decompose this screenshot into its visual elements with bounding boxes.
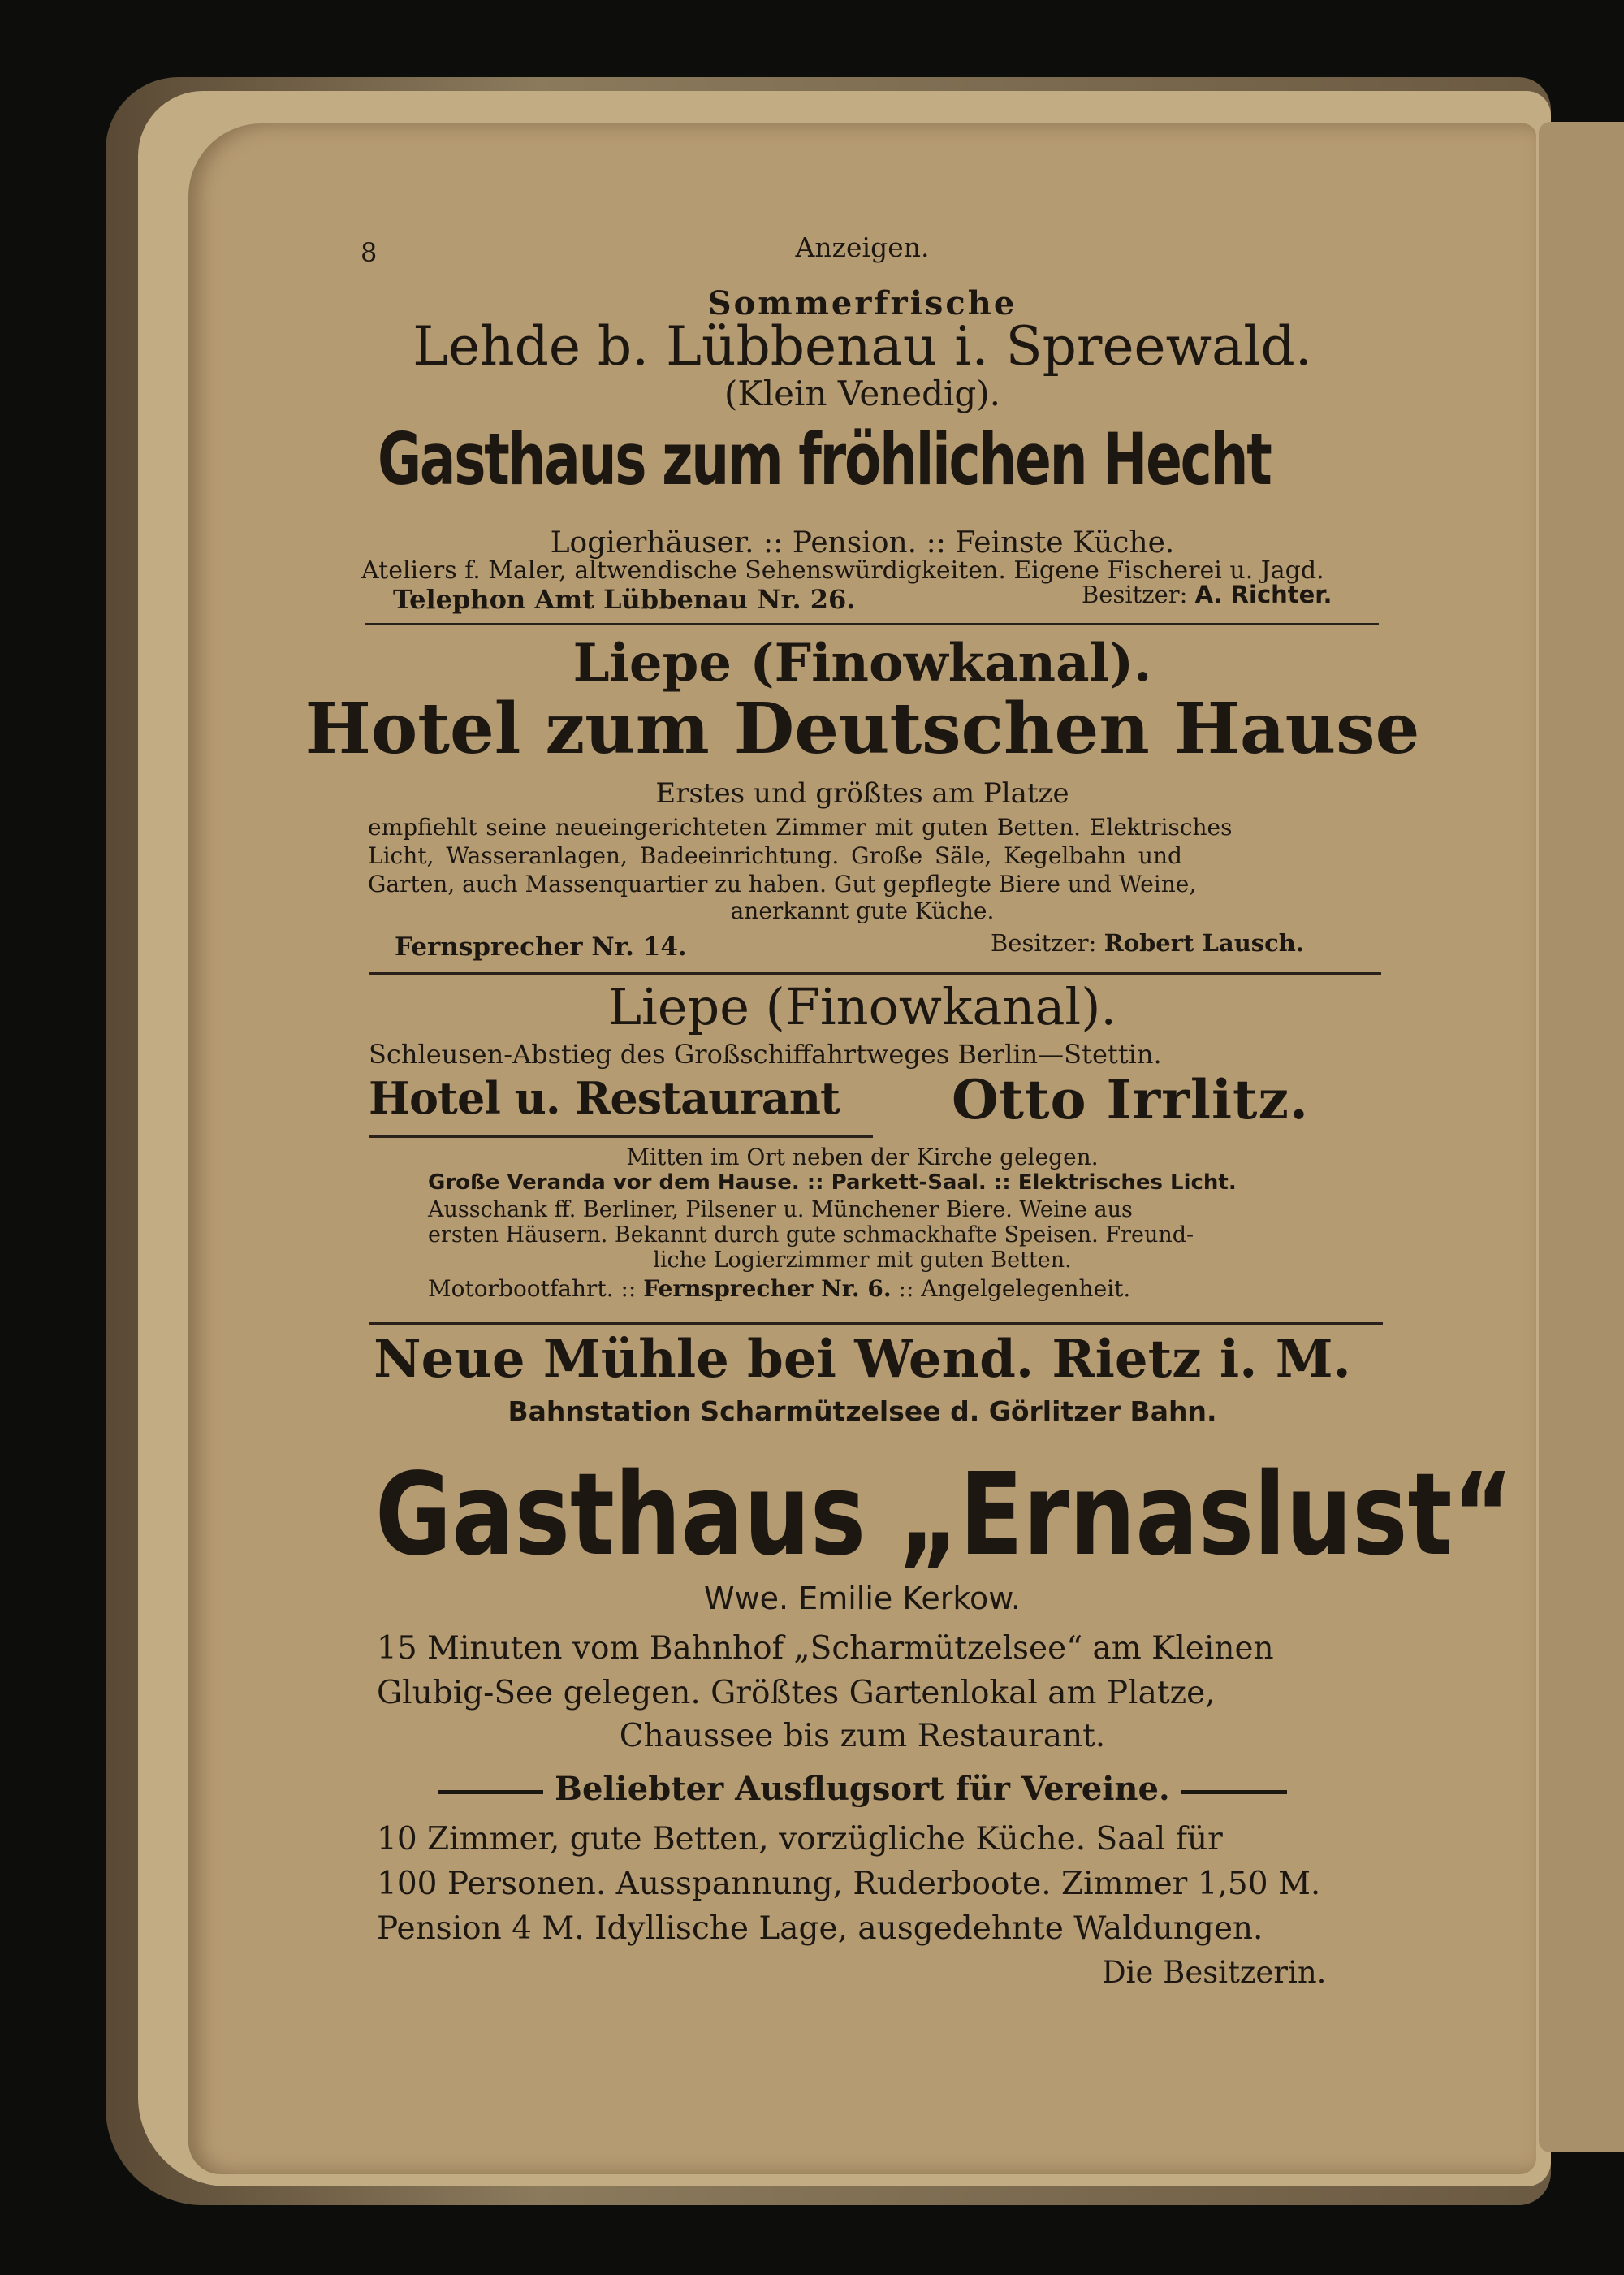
ad4-body-line: 10 Zimmer, gute Betten, vorzügliche Küche. Saal für	[377, 1821, 1223, 1858]
ad3-location: Liepe (Finowkanal).	[607, 977, 1117, 1036]
page-number: 8	[361, 237, 378, 268]
ad4-signature: Die Besitzerin.	[1102, 1955, 1327, 1990]
ad4-body-line: Chaussee bis zum Restaurant.	[619, 1718, 1106, 1754]
ad1-phone: Telephon Amt Lübbenau Nr. 26.	[393, 584, 856, 615]
divider	[369, 972, 1381, 975]
divider	[365, 623, 1379, 625]
ad2-phone: Fernsprecher Nr. 14.	[395, 932, 687, 962]
ad3-body-line: Große Veranda vor dem Hause. :: Parkett-Saal. :: Elektrisches Licht.	[428, 1170, 1237, 1195]
ad4-body-line: Pension 4 M. Idyllische Lage, ausgedehnte Waldungen.	[377, 1910, 1263, 1947]
page-header: Anzeigen.	[795, 231, 930, 263]
ad1-owner	[1082, 581, 1332, 608]
ad2-subtitle: Erstes und größtes am Platze	[655, 777, 1069, 810]
ad3-footer-left: Motorbootfahrt. ::	[428, 1275, 637, 1302]
ad2-owner	[991, 929, 1304, 957]
ad2-body-line: Garten, auch Massenquartier zu haben. Gut gepflegte Biere und Weine,	[368, 871, 1197, 897]
ad1-subtitle: (Klein Venedig).	[723, 374, 1001, 413]
ad4-slogan-text: Beliebter Ausflugsort für Vereine.	[555, 1770, 1170, 1808]
ad1-owner-name: A. Richter.	[1194, 581, 1332, 608]
ad3-route: Schleusen-Abstieg des Großschiffahrtweges Berlin—Stettin.	[369, 1039, 1162, 1070]
ad1-location: Lehde b. Lübbenau i. Spreewald.	[412, 315, 1312, 378]
ad3-footer	[428, 1275, 1130, 1302]
ad3-phone: Fernsprecher Nr. 6.	[643, 1275, 892, 1302]
ad3-footer-right: :: Angelgelegenheit.	[898, 1275, 1131, 1302]
ad1-headline: Gasthaus zum fröhlichen Hecht	[378, 417, 1271, 501]
ad3-body-line: Ausschank ff. Berliner, Pilsener u. Münchener Biere. Weine aus	[428, 1197, 1133, 1222]
ad4-headline: Gasthaus „Ernaslust“	[375, 1449, 1514, 1581]
ad3-headline-left: Hotel u. Restaurant	[369, 1072, 840, 1124]
ad1-attractions: Ateliers f. Maler, altwendische Sehenswürdigkeiten. Eigene Fischerei u. Jagd.	[361, 556, 1324, 585]
ad2-headline: Hotel zum Deutschen Hause	[304, 688, 1420, 770]
facing-page	[1539, 122, 1624, 2152]
ad1-features: Logierhäuser. :: Pension. :: Feinste Küche.	[550, 526, 1175, 560]
book-page	[188, 123, 1536, 2174]
ad4-body-line: Glubig-See gelegen. Größtes Gartenlokal am Platze,	[377, 1675, 1216, 1711]
ad4-body-line: 15 Minuten vom Bahnhof „Scharmützelsee“ am Kleinen	[377, 1630, 1274, 1667]
ad4-station: Bahnstation Scharmützelsee d. Görlitzer Bahn.	[508, 1395, 1217, 1427]
ad2-owner-label: Besitzer:	[991, 929, 1097, 957]
ad2-owner-name: Robert Lausch.	[1104, 929, 1304, 957]
ad1-owner-label: Besitzer:	[1082, 581, 1188, 608]
ad4-body-line: 100 Personen. Ausspannung, Ruderboote. Zimmer 1,50 M.	[377, 1866, 1321, 1902]
ad3-body-line: ersten Häusern. Bekannt durch gute schmackhafte Speisen. Freund-	[428, 1222, 1194, 1248]
ad2-body-line: Licht, Wasseranlagen, Badeeinrichtung. Große Säle, Kegelbahn und	[368, 842, 1182, 869]
ad4-owner: Wwe. Emilie Kerkow.	[704, 1581, 1021, 1616]
ad2-body-line: empfiehlt seine neueingerichteten Zimmer mit guten Betten. Elektrisches	[368, 814, 1233, 841]
ad1-line1: Sommerfrische	[707, 284, 1017, 322]
ad4-location: Neue Mühle bei Wend. Rietz i. M.	[374, 1329, 1351, 1390]
divider	[369, 1322, 1383, 1325]
ad3-body-line: Mitten im Ort neben der Kirche gelegen.	[626, 1144, 1099, 1170]
ad2-location: Liepe (Finowkanal).	[572, 633, 1152, 694]
slogan-dash	[438, 1790, 543, 1794]
headline-underline	[369, 1135, 873, 1138]
ad4-slogan	[188, 1770, 1536, 1808]
ad2-body-line: anerkannt gute Küche.	[730, 897, 995, 924]
slogan-dash	[1181, 1790, 1287, 1794]
ad3-body-line: liche Logierzimmer mit guten Betten.	[653, 1248, 1072, 1273]
ad3-headline-right: Otto Irrlitz.	[952, 1068, 1309, 1131]
